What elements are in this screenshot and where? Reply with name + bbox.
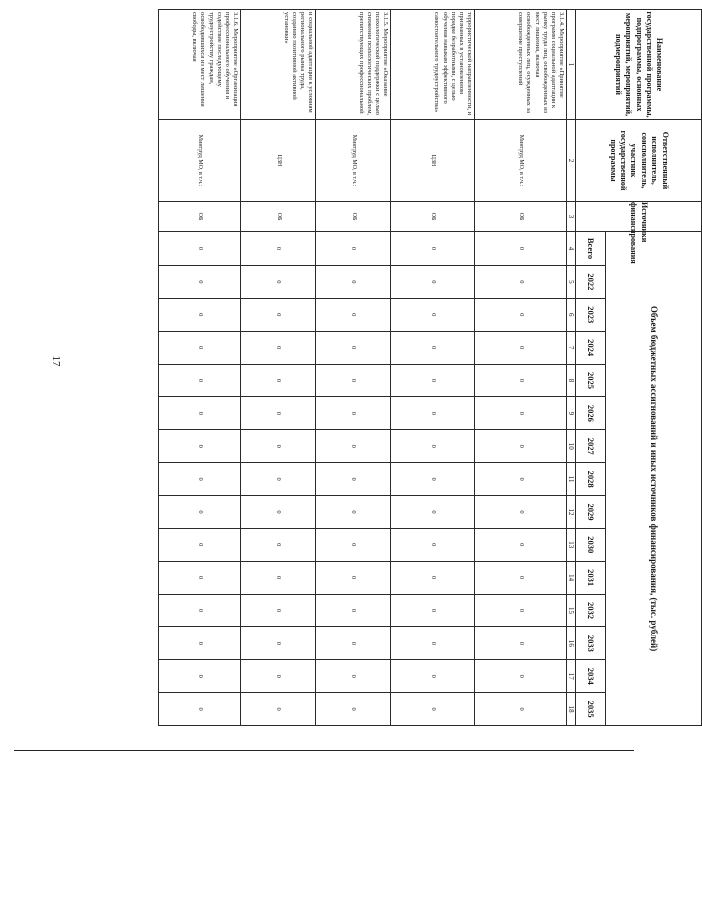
value-cell: 0 xyxy=(240,594,315,627)
value-cell: 0 xyxy=(158,528,240,561)
table-row xyxy=(158,10,240,726)
source-cell: ОБ xyxy=(390,202,474,232)
header-year: 2027 xyxy=(576,430,606,463)
header-year: 2026 xyxy=(576,397,606,430)
value-cell: 0 xyxy=(474,496,566,529)
value-cell: 0 xyxy=(158,331,240,364)
value-cell: 0 xyxy=(315,298,390,331)
value-cell: 0 xyxy=(390,594,474,627)
row-name-cell: террористической направленности, и признанных в установленном порядке безработными, с целью обучения навыкам эффективного самостоятельного трудоустройства» xyxy=(390,10,474,120)
value-cell: 0 xyxy=(390,331,474,364)
value-cell: 0 xyxy=(315,528,390,561)
responsible-cell: Минтруд МО, в т.ч.: xyxy=(158,120,240,202)
value-cell: 0 xyxy=(390,298,474,331)
table-row xyxy=(315,10,390,726)
col-number: 10 xyxy=(566,430,575,463)
header-year: 2029 xyxy=(576,496,606,529)
value-cell: 0 xyxy=(315,660,390,693)
col-number: 9 xyxy=(566,397,575,430)
value-cell: 0 xyxy=(158,266,240,299)
value-cell: 0 xyxy=(240,561,315,594)
header-year: 2028 xyxy=(576,463,606,496)
col-number: 14 xyxy=(566,561,575,594)
col-number: 1 xyxy=(566,10,575,120)
value-cell: 0 xyxy=(158,561,240,594)
value-cell: 0 xyxy=(315,561,390,594)
value-cell: 0 xyxy=(240,331,315,364)
value-cell: 0 xyxy=(474,298,566,331)
value-cell: 0 xyxy=(474,232,566,266)
table-row xyxy=(390,10,474,726)
header-name: Наименование государственной программы, подпрограммы, основных мероприятий, мероприятий, подмероприятий xyxy=(576,10,702,120)
row-name-cell: 3.1.5. Мероприятие «Оказание психологической поддержки с целью снижения психологических проблем, препятствующих профессиональной xyxy=(315,10,390,120)
col-number: 7 xyxy=(566,331,575,364)
value-cell: 0 xyxy=(240,364,315,397)
value-cell: 0 xyxy=(315,331,390,364)
value-cell: 0 xyxy=(240,463,315,496)
funding-table xyxy=(158,9,702,726)
col-number: 2 xyxy=(566,120,575,202)
header-year: 2035 xyxy=(576,693,606,726)
col-number: 8 xyxy=(566,364,575,397)
row-name-cell: и социальной адаптации к условиям регионального рынка труда, созданию позитивной активной установки» xyxy=(240,10,315,120)
responsible-cell: Минтруд МО, в т.ч.: xyxy=(474,120,566,202)
value-cell: 0 xyxy=(158,397,240,430)
source-cell: ОБ xyxy=(240,202,315,232)
col-number: 16 xyxy=(566,627,575,660)
value-cell: 0 xyxy=(474,430,566,463)
source-cell: ОБ xyxy=(158,202,240,232)
value-cell: 0 xyxy=(158,232,240,266)
value-cell: 0 xyxy=(474,331,566,364)
value-cell: 0 xyxy=(474,397,566,430)
value-cell: 0 xyxy=(158,693,240,726)
responsible-cell: ЦЗН xyxy=(390,120,474,202)
header-year: 2024 xyxy=(576,331,606,364)
header-year: 2025 xyxy=(576,364,606,397)
value-cell: 0 xyxy=(474,528,566,561)
col-number: 12 xyxy=(566,496,575,529)
header-year: 2022 xyxy=(576,266,606,299)
value-cell: 0 xyxy=(390,528,474,561)
value-cell: 0 xyxy=(315,496,390,529)
col-number: 11 xyxy=(566,463,575,496)
value-cell: 0 xyxy=(474,266,566,299)
col-number: 18 xyxy=(566,693,575,726)
value-cell: 0 xyxy=(240,528,315,561)
value-cell: 0 xyxy=(390,397,474,430)
value-cell: 0 xyxy=(390,232,474,266)
value-cell: 0 xyxy=(390,463,474,496)
value-cell: 0 xyxy=(315,594,390,627)
col-number: 4 xyxy=(566,232,575,266)
value-cell: 0 xyxy=(390,693,474,726)
value-cell: 0 xyxy=(315,364,390,397)
value-cell: 0 xyxy=(240,397,315,430)
page-number: 17 xyxy=(50,355,62,367)
value-cell: 0 xyxy=(315,430,390,463)
responsible-cell: Минтруд МО, в т.ч.: xyxy=(315,120,390,202)
value-cell: 0 xyxy=(158,594,240,627)
header-year: 2030 xyxy=(576,528,606,561)
responsible-cell: ЦЗН xyxy=(240,120,315,202)
header-funding-group: Объем бюджетных ассигнований и иных источников финансирования, (тыс. рублей) xyxy=(606,232,702,726)
value-cell: 0 xyxy=(158,496,240,529)
header-responsible: Ответственный исполнитель, соисполнитель, участник государственной программы xyxy=(576,120,702,202)
value-cell: 0 xyxy=(240,660,315,693)
col-number: 15 xyxy=(566,594,575,627)
value-cell: 0 xyxy=(240,232,315,266)
header-total: Всего xyxy=(576,232,606,266)
header-year: 2031 xyxy=(576,561,606,594)
header-year: 2034 xyxy=(576,660,606,693)
value-cell: 0 xyxy=(390,364,474,397)
value-cell: 0 xyxy=(158,463,240,496)
value-cell: 0 xyxy=(474,463,566,496)
value-cell: 0 xyxy=(240,496,315,529)
col-number: 17 xyxy=(566,660,575,693)
row-name-cell: 3.1.6. Мероприятие «Организация профессионального обучения и содействие последующему трудоустройству граждан, освободившихся из мест лишения свободы, включая xyxy=(158,10,240,120)
value-cell: 0 xyxy=(390,496,474,529)
row-name-cell: 3.1.4. Мероприятие «Принятие программ социальной адаптации к рынку труда лиц, освобожденных из мест лишения, включая освобожденных лиц, осужденных за совершение преступлений xyxy=(474,10,566,120)
value-cell: 0 xyxy=(240,298,315,331)
value-cell: 0 xyxy=(240,693,315,726)
value-cell: 0 xyxy=(240,430,315,463)
value-cell: 0 xyxy=(390,660,474,693)
value-cell: 0 xyxy=(390,266,474,299)
value-cell: 0 xyxy=(390,627,474,660)
col-number: 6 xyxy=(566,298,575,331)
value-cell: 0 xyxy=(315,693,390,726)
value-cell: 0 xyxy=(315,266,390,299)
value-cell: 0 xyxy=(474,693,566,726)
value-cell: 0 xyxy=(240,266,315,299)
col-number: 3 xyxy=(566,202,575,232)
rotated-table-wrapper xyxy=(162,9,702,718)
source-cell: ОБ xyxy=(474,202,566,232)
header-year: 2032 xyxy=(576,594,606,627)
header-year: 2023 xyxy=(576,298,606,331)
table-row xyxy=(240,10,315,726)
col-number: 13 xyxy=(566,528,575,561)
header-year: 2033 xyxy=(576,627,606,660)
value-cell: 0 xyxy=(158,298,240,331)
value-cell: 0 xyxy=(474,627,566,660)
value-cell: 0 xyxy=(315,397,390,430)
value-cell: 0 xyxy=(158,430,240,463)
value-cell: 0 xyxy=(474,364,566,397)
col-number: 5 xyxy=(566,266,575,299)
value-cell: 0 xyxy=(158,364,240,397)
value-cell: 0 xyxy=(240,627,315,660)
value-cell: 0 xyxy=(158,660,240,693)
value-cell: 0 xyxy=(390,561,474,594)
value-cell: 0 xyxy=(315,463,390,496)
value-cell: 0 xyxy=(390,430,474,463)
horizontal-rule xyxy=(14,750,634,751)
value-cell: 0 xyxy=(315,627,390,660)
header-source: Источники финансирования xyxy=(576,202,702,232)
value-cell: 0 xyxy=(474,660,566,693)
value-cell: 0 xyxy=(315,232,390,266)
value-cell: 0 xyxy=(474,594,566,627)
source-cell: ОБ xyxy=(315,202,390,232)
value-cell: 0 xyxy=(158,627,240,660)
value-cell: 0 xyxy=(474,561,566,594)
table-row xyxy=(474,10,566,726)
